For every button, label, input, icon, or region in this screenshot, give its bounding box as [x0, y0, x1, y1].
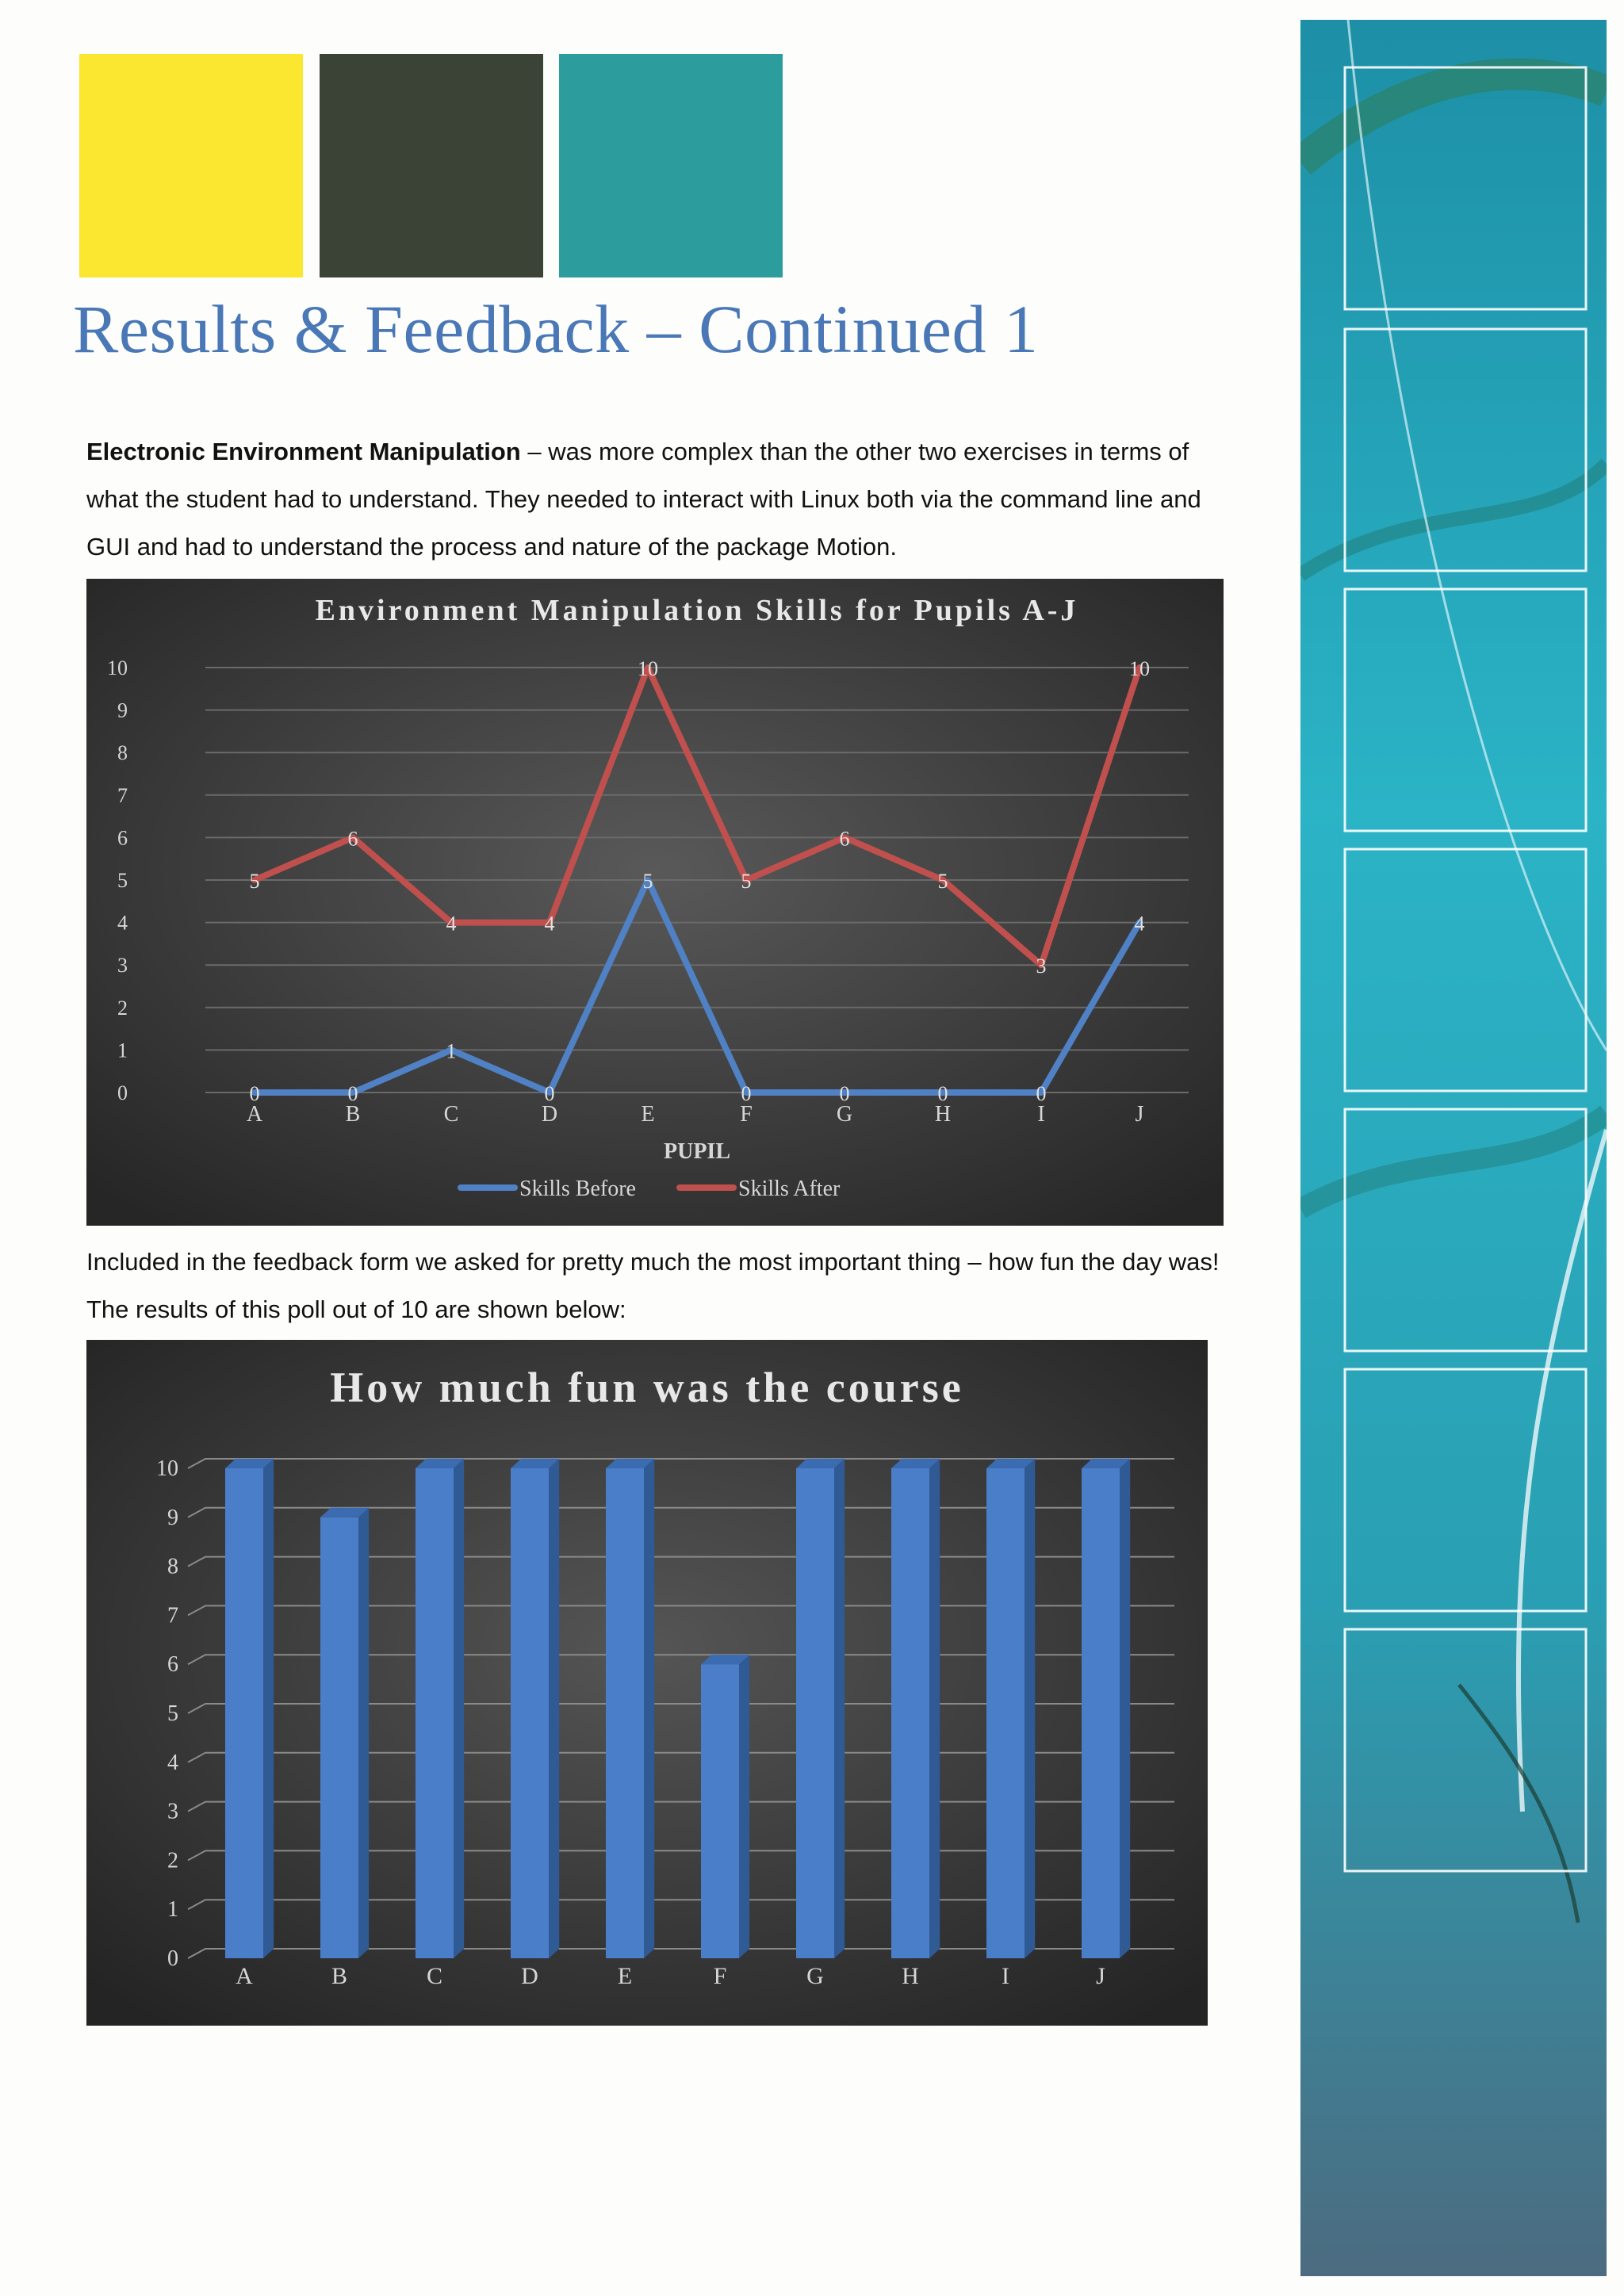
y-tick-label: 1	[117, 1039, 128, 1062]
y-tick-label: 2	[117, 996, 128, 1020]
x-axis-title: PUPIL	[664, 1139, 730, 1164]
y-tick-label: 10	[107, 656, 128, 679]
data-label: 5	[741, 870, 752, 893]
x-tick-label: B	[331, 1963, 348, 1989]
x-tick-label: C	[443, 1102, 459, 1127]
y-tick-label: 0	[117, 1081, 128, 1104]
legend-label: Skills After	[738, 1177, 841, 1201]
y-tick-label: 8	[117, 741, 128, 765]
data-label: 4	[446, 912, 457, 936]
y-tick-label: 4	[167, 1750, 178, 1775]
bar-side	[739, 1655, 749, 1958]
data-label: 5	[642, 870, 653, 893]
data-label: 0	[249, 1082, 260, 1105]
bar-side	[929, 1459, 940, 1958]
bar-side	[644, 1459, 654, 1958]
data-label: 0	[544, 1082, 555, 1105]
y-tick-label: 6	[117, 826, 128, 850]
x-tick-label: E	[617, 1963, 633, 1989]
y-tick-label: 1	[167, 1897, 178, 1923]
x-tick-label: F	[740, 1102, 753, 1127]
bar	[891, 1468, 929, 1958]
data-label: 10	[1129, 657, 1150, 680]
y-tick-label: 6	[167, 1652, 178, 1678]
x-tick-label: I	[1002, 1963, 1009, 1989]
y-tick-label: 3	[167, 1799, 178, 1824]
bar-side	[549, 1459, 559, 1958]
y-tick-label: 7	[167, 1603, 178, 1628]
bar-side	[358, 1508, 369, 1958]
x-tick-label: A	[236, 1963, 253, 1989]
bar-chart-svg	[86, 1340, 1208, 2026]
data-label: 5	[937, 870, 948, 893]
paragraph-body: – was more complex than the other two exercises in terms of what the student had to understand. They needed to interact with Linux both via the command line and GUI and had to understand the process and nature of the package Motion.	[86, 438, 1201, 561]
x-tick-label: D	[541, 1102, 558, 1127]
bar	[511, 1468, 549, 1958]
paragraph-bold-lead: Electronic Environment Manipulation	[86, 438, 521, 465]
bar-side	[1120, 1459, 1130, 1958]
x-tick-label: J	[1096, 1963, 1105, 1989]
chart-title: Environment Manipulation Skills for Pupils A-J	[315, 594, 1079, 627]
bar-chart-fun	[86, 1340, 1208, 2026]
x-tick-label: J	[1135, 1102, 1144, 1127]
yellow-color-block	[79, 54, 303, 277]
x-tick-label: H	[934, 1102, 952, 1127]
bar	[225, 1468, 263, 1958]
y-tick-label: 0	[167, 1946, 178, 1971]
bar-side	[834, 1459, 845, 1958]
x-tick-label: D	[521, 1963, 538, 1989]
data-label: 0	[1036, 1082, 1047, 1105]
page-title: Results & Feedback – Continued 1	[73, 291, 1039, 367]
paragraph-feedback-intro: Included in the feedback form we asked for pretty much the most important thing – how fun the day was! The results of this poll out of 10 are shown below:	[86, 1248, 1220, 1323]
teal-color-block	[559, 54, 783, 277]
y-tick-label: 10	[156, 1456, 178, 1481]
x-tick-label: H	[902, 1963, 919, 1989]
y-tick-label: 3	[117, 954, 128, 978]
y-tick-label: 2	[167, 1848, 178, 1873]
bar	[416, 1468, 454, 1958]
data-label: 3	[1036, 955, 1047, 978]
bar	[1082, 1468, 1120, 1958]
bar	[701, 1664, 739, 1958]
y-tick-label: 9	[117, 698, 128, 722]
y-tick-label: 8	[167, 1554, 178, 1579]
line-chart-skills	[86, 579, 1224, 1226]
x-tick-label: B	[345, 1102, 361, 1127]
y-tick-label: 9	[167, 1505, 178, 1530]
legend-label: Skills Before	[519, 1177, 636, 1201]
y-tick-label: 5	[167, 1701, 178, 1726]
data-label: 10	[638, 657, 658, 680]
bar-side	[1025, 1459, 1035, 1958]
sidebar-graphic	[1300, 20, 1607, 2276]
x-tick-label: C	[426, 1963, 443, 1989]
y-tick-label: 5	[117, 869, 128, 892]
data-label: 0	[839, 1082, 850, 1105]
decorative-sidebar	[1300, 20, 1607, 2276]
bar-side	[263, 1459, 274, 1958]
data-label: 0	[741, 1082, 752, 1105]
data-label: 6	[839, 827, 850, 851]
bar-side	[454, 1459, 464, 1958]
line-chart-svg	[86, 579, 1224, 1226]
chart-title: How much fun was the course	[330, 1364, 964, 1411]
x-tick-label: G	[806, 1963, 824, 1989]
data-label: 1	[446, 1039, 457, 1063]
dark-color-block	[320, 54, 543, 277]
y-tick-label: 7	[117, 783, 128, 807]
data-label: 5	[249, 870, 260, 893]
data-label: 0	[937, 1082, 948, 1105]
y-tick-label: 4	[117, 911, 128, 935]
bar	[320, 1517, 358, 1958]
x-tick-label: E	[641, 1102, 655, 1127]
bar	[796, 1468, 834, 1958]
x-tick-label: G	[836, 1102, 853, 1127]
data-label: 6	[347, 827, 358, 851]
data-label: 4	[1134, 912, 1145, 936]
x-tick-label: A	[246, 1102, 263, 1127]
paragraph-environment-manipulation	[86, 428, 1236, 571]
data-label: 4	[544, 912, 555, 936]
data-label: 0	[347, 1082, 358, 1105]
bar	[606, 1468, 644, 1958]
bar	[986, 1468, 1025, 1958]
x-tick-label: F	[713, 1963, 727, 1989]
x-tick-label: I	[1037, 1102, 1045, 1127]
